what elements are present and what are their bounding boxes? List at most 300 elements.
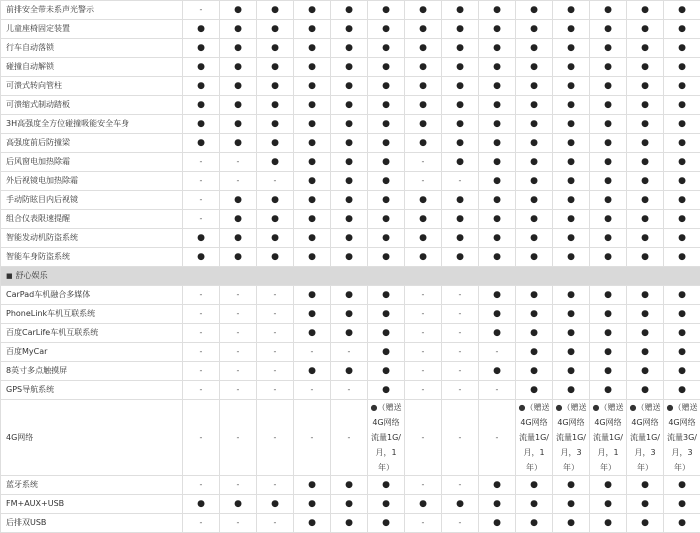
equipped-dot: [479, 514, 516, 533]
dot-icon: ●: [456, 5, 464, 15]
dot-icon: ●: [382, 119, 390, 129]
equipped-dot: [294, 305, 331, 324]
not-equipped-dash: -: [405, 362, 442, 381]
dot-icon: ●: [567, 138, 575, 148]
dot-icon: ●: [567, 347, 575, 357]
dot-icon: ●: [530, 62, 538, 72]
dot-icon: ●: [530, 138, 538, 148]
equipped-dot: [183, 96, 220, 115]
not-equipped-dash: -: [183, 514, 220, 533]
equipped-dot: [257, 210, 294, 229]
equipped-dot: [294, 229, 331, 248]
dot-icon: ●: [678, 195, 686, 205]
dot-icon: ●: [567, 43, 575, 53]
dot-icon: ●: [197, 233, 205, 243]
dot-icon: ●: [345, 518, 353, 528]
equipped-dot: [479, 115, 516, 134]
dot-icon: ●: [382, 347, 390, 357]
not-equipped-dash: -: [183, 343, 220, 362]
equipped-dot: [479, 153, 516, 172]
not-equipped-dash: -: [479, 381, 516, 400]
not-equipped-dash: -: [442, 514, 479, 533]
equipped-dot: [553, 248, 590, 267]
equipped-dot: [331, 229, 368, 248]
equipped-dot: [331, 96, 368, 115]
equipped-dot: [590, 1, 627, 20]
equipped-dot: [442, 115, 479, 134]
equipped-dot: [331, 1, 368, 20]
dot-icon: ●: [271, 100, 279, 110]
equipped-dot: [590, 286, 627, 305]
feature-name: 行车自动落锁: [1, 39, 183, 58]
dot-icon: ●: [419, 81, 427, 91]
dot-icon: ●: [678, 157, 686, 167]
not-equipped-dash: -: [405, 476, 442, 495]
table-row: [1, 343, 700, 362]
equipped-dot: [516, 210, 553, 229]
equipped-dot: [405, 20, 442, 39]
dot-icon: ●: [530, 252, 538, 262]
dot-icon: ●: [678, 480, 686, 490]
dot-icon: ●: [345, 119, 353, 129]
equipped-dot: [664, 172, 700, 191]
feature-name: 碰撞自动解锁: [1, 58, 183, 77]
equipped-dot: [516, 324, 553, 343]
dot-icon: ●: [604, 366, 612, 376]
dot-icon: ●: [271, 157, 279, 167]
not-equipped-dash: -: [183, 324, 220, 343]
equipped-dot: [331, 20, 368, 39]
dot-icon: ●: [456, 233, 464, 243]
dot-icon: ●: [419, 138, 427, 148]
table-row: [1, 229, 700, 248]
equipped-dot: [257, 495, 294, 514]
dot-icon: ●: [678, 81, 686, 91]
equipped-dot: [627, 1, 664, 20]
equipped-dot: [627, 324, 664, 343]
dot-icon: ●: [271, 499, 279, 509]
note-text: ●（赠送4G网络流量3G/月，3年）: [664, 400, 700, 475]
equipped-dot: [442, 96, 479, 115]
dot-icon: ●: [419, 62, 427, 72]
equipped-dot: [331, 495, 368, 514]
equipped-dot: [479, 476, 516, 495]
dot-icon: ●: [567, 385, 575, 395]
equipped-dot: [183, 134, 220, 153]
equipped-dot: [368, 172, 405, 191]
equipped-dot: [516, 191, 553, 210]
dot-icon: ●: [604, 157, 612, 167]
equipped-dot: [331, 248, 368, 267]
equipped-dot: [442, 248, 479, 267]
dot-icon: ●: [493, 100, 501, 110]
equipped-dot: [183, 20, 220, 39]
equipped-note: [553, 400, 590, 476]
dot-icon: ●: [641, 480, 649, 490]
dot-icon: ●: [382, 24, 390, 34]
dot-icon: ●: [678, 43, 686, 53]
equipped-dot: [442, 39, 479, 58]
section-title-cell: [1, 267, 700, 286]
dot-icon: ●: [530, 100, 538, 110]
dot-icon: ●: [271, 214, 279, 224]
dot-icon: ●: [530, 214, 538, 224]
equipped-dot: [590, 172, 627, 191]
dot-icon: ●: [567, 290, 575, 300]
table-row: [1, 210, 700, 229]
feature-name: FM+AUX+USB: [1, 495, 183, 514]
dot-icon: ●: [493, 328, 501, 338]
equipped-dot: [479, 1, 516, 20]
dot-icon: ●: [567, 480, 575, 490]
equipped-dot: [331, 514, 368, 533]
dot-icon: ●: [493, 195, 501, 205]
feature-name: 手动防眩目内后视镜: [1, 191, 183, 210]
equipped-dot: [627, 305, 664, 324]
equipped-dot: [220, 210, 257, 229]
table-row: [1, 381, 700, 400]
not-equipped-dash: -: [442, 400, 479, 476]
dot-icon: ●: [567, 100, 575, 110]
not-equipped-dash: -: [294, 400, 331, 476]
dot-icon: ●: [234, 233, 242, 243]
not-equipped-dash: -: [220, 381, 257, 400]
equipped-dot: [183, 115, 220, 134]
equipped-dot: [220, 191, 257, 210]
equipped-dot: [220, 229, 257, 248]
not-equipped-dash: -: [405, 153, 442, 172]
equipped-dot: [590, 248, 627, 267]
equipped-dot: [664, 210, 700, 229]
equipped-dot: [183, 229, 220, 248]
dot-icon: ●: [197, 62, 205, 72]
dot-icon: ●: [530, 518, 538, 528]
dot-icon: ●: [641, 385, 649, 395]
equipped-dot: [257, 248, 294, 267]
equipped-dot: [627, 172, 664, 191]
dot-icon: ●: [567, 499, 575, 509]
not-equipped-dash: -: [442, 362, 479, 381]
not-equipped-dash: -: [183, 172, 220, 191]
equipped-dot: [664, 381, 700, 400]
dot-icon: ●: [382, 81, 390, 91]
equipped-dot: [368, 20, 405, 39]
not-equipped-dash: -: [331, 343, 368, 362]
equipped-dot: [664, 191, 700, 210]
table-row: [1, 305, 700, 324]
dot-icon: ●: [493, 138, 501, 148]
dot-icon: ●: [271, 252, 279, 262]
dot-icon: ●: [641, 518, 649, 528]
dot-icon: ●: [493, 43, 501, 53]
equipped-dot: [331, 476, 368, 495]
equipped-dot: [257, 96, 294, 115]
equipped-dot: [368, 514, 405, 533]
feature-name: 蓝牙系统: [1, 476, 183, 495]
equipped-dot: [405, 96, 442, 115]
dot-icon: ●: [678, 214, 686, 224]
not-equipped-dash: -: [257, 400, 294, 476]
equipped-dot: [516, 476, 553, 495]
equipped-dot: [516, 96, 553, 115]
equipped-dot: [368, 96, 405, 115]
equipped-dot: [405, 229, 442, 248]
not-equipped-dash: -: [479, 343, 516, 362]
feature-name: 前排安全带未系声光警示: [1, 1, 183, 20]
dot-icon: ●: [271, 62, 279, 72]
equipped-dot: [442, 191, 479, 210]
dot-icon: ●: [641, 119, 649, 129]
dot-icon: ●: [678, 138, 686, 148]
dot-icon: ●: [234, 214, 242, 224]
dot-icon: ●: [345, 233, 353, 243]
equipped-dot: [368, 324, 405, 343]
not-equipped-dash: -: [220, 172, 257, 191]
dot-icon: ●: [567, 5, 575, 15]
dot-icon: ●: [604, 81, 612, 91]
equipped-dot: [516, 362, 553, 381]
dot-icon: ●: [382, 5, 390, 15]
equipped-dot: [627, 210, 664, 229]
dot-icon: ●: [604, 499, 612, 509]
equipped-dot: [405, 77, 442, 96]
dot-icon: ●: [678, 499, 686, 509]
equipped-dot: [664, 362, 700, 381]
equipped-dot: [590, 381, 627, 400]
equipped-dot: [590, 324, 627, 343]
equipped-dot: [627, 58, 664, 77]
not-equipped-dash: -: [183, 400, 220, 476]
dot-icon: ●: [271, 81, 279, 91]
not-equipped-dash: -: [294, 343, 331, 362]
dot-icon: ●: [493, 518, 501, 528]
equipped-dot: [294, 115, 331, 134]
equipped-dot: [516, 134, 553, 153]
equipped-dot: [368, 229, 405, 248]
not-equipped-dash: -: [257, 381, 294, 400]
table-row: [1, 495, 700, 514]
equipped-dot: [516, 229, 553, 248]
equipped-dot: [590, 77, 627, 96]
dot-icon: ●: [419, 100, 427, 110]
feature-name: 高强度前后防撞梁: [1, 134, 183, 153]
dot-icon: ●: [641, 233, 649, 243]
dot-icon: ●: [678, 24, 686, 34]
equipped-dot: [664, 514, 700, 533]
equipped-dot: [553, 39, 590, 58]
table-row: [1, 400, 700, 476]
dot-icon: ●: [234, 119, 242, 129]
equipped-dot: [331, 58, 368, 77]
equipped-dot: [627, 343, 664, 362]
equipped-dot: [553, 191, 590, 210]
not-equipped-dash: -: [220, 514, 257, 533]
equipped-dot: [516, 286, 553, 305]
equipped-dot: [479, 210, 516, 229]
dot-icon: ●: [604, 119, 612, 129]
dot-icon: ●: [234, 81, 242, 91]
not-equipped-dash: -: [183, 305, 220, 324]
dot-icon: ●: [308, 233, 316, 243]
equipped-dot: [553, 495, 590, 514]
dot-icon: ●: [234, 138, 242, 148]
equipped-dot: [257, 77, 294, 96]
dot-icon: ●: [530, 157, 538, 167]
feature-name: 可溃式转向管柱: [1, 77, 183, 96]
equipped-dot: [516, 1, 553, 20]
equipped-dot: [553, 77, 590, 96]
feature-name: 4G网络: [1, 400, 183, 476]
equipped-dot: [590, 476, 627, 495]
dot-icon: ●: [382, 328, 390, 338]
equipped-dot: [664, 229, 700, 248]
dot-icon: ●: [345, 176, 353, 186]
equipped-dot: [664, 286, 700, 305]
dot-icon: ●: [456, 24, 464, 34]
dot-icon: ●: [382, 195, 390, 205]
equipped-dot: [516, 153, 553, 172]
table-row: [1, 134, 700, 153]
table-row: [1, 20, 700, 39]
dot-icon: ●: [604, 138, 612, 148]
dot-icon: ●: [493, 119, 501, 129]
feature-name: 8英寸多点触摸屏: [1, 362, 183, 381]
equipped-dot: [627, 476, 664, 495]
dot-icon: ●: [530, 499, 538, 509]
equipped-dot: [516, 305, 553, 324]
dot-icon: ●: [641, 138, 649, 148]
equipped-dot: [220, 1, 257, 20]
dot-icon: ●: [567, 62, 575, 72]
equipped-dot: [553, 172, 590, 191]
dot-icon: ●: [604, 347, 612, 357]
dot-icon: ●: [604, 252, 612, 262]
equipped-dot: [294, 96, 331, 115]
dot-icon: ●: [641, 499, 649, 509]
feature-name: 外后视镜电加热除霜: [1, 172, 183, 191]
equipped-dot: [183, 58, 220, 77]
equipped-dot: [331, 39, 368, 58]
not-equipped-dash: -: [405, 172, 442, 191]
equipped-dot: [516, 381, 553, 400]
equipped-dot: [664, 115, 700, 134]
table-row: [1, 153, 700, 172]
dot-icon: ●: [678, 309, 686, 319]
equipped-dot: [516, 248, 553, 267]
equipped-dot: [368, 77, 405, 96]
equipped-dot: [664, 153, 700, 172]
equipped-dot: [331, 153, 368, 172]
equipped-dot: [590, 58, 627, 77]
equipped-dot: [553, 476, 590, 495]
equipped-dot: [442, 495, 479, 514]
dot-icon: ●: [530, 328, 538, 338]
equipped-dot: [553, 1, 590, 20]
equipped-dot: [590, 153, 627, 172]
dot-icon: ●: [678, 366, 686, 376]
dot-icon: ●: [382, 309, 390, 319]
dot-icon: ●: [641, 214, 649, 224]
dot-icon: ●: [271, 43, 279, 53]
not-equipped-dash: -: [405, 343, 442, 362]
equipped-dot: [479, 96, 516, 115]
dot-icon: ●: [567, 195, 575, 205]
dot-icon: ●: [308, 366, 316, 376]
equipped-dot: [405, 39, 442, 58]
dot-icon: ●: [493, 290, 501, 300]
dot-icon: ●: [567, 176, 575, 186]
equipped-dot: [664, 20, 700, 39]
equipped-dot: [627, 191, 664, 210]
equipped-dot: [368, 476, 405, 495]
dot-icon: ●: [604, 5, 612, 15]
dot-icon: ●: [567, 24, 575, 34]
dot-icon: ●: [456, 43, 464, 53]
equipped-note: [516, 400, 553, 476]
equipped-dot: [294, 476, 331, 495]
note-text: ●（赠送4G网络流量1G/月，3年）: [627, 400, 663, 475]
dot-icon: ●: [530, 233, 538, 243]
equipped-dot: [294, 495, 331, 514]
not-equipped-dash: -: [479, 400, 516, 476]
dot-icon: ●: [604, 100, 612, 110]
dot-icon: ●: [271, 195, 279, 205]
feature-name: 百度CarLife车机互联系统: [1, 324, 183, 343]
equipped-dot: [257, 1, 294, 20]
dot-icon: ●: [308, 43, 316, 53]
equipped-dot: [553, 514, 590, 533]
equipped-dot: [331, 324, 368, 343]
not-equipped-dash: -: [183, 362, 220, 381]
not-equipped-dash: -: [405, 324, 442, 343]
dot-icon: ●: [234, 252, 242, 262]
table-row: [1, 58, 700, 77]
equipped-dot: [442, 134, 479, 153]
not-equipped-dash: -: [257, 172, 294, 191]
not-equipped-dash: -: [405, 381, 442, 400]
dot-icon: ●: [567, 309, 575, 319]
equipped-dot: [294, 248, 331, 267]
dot-icon: ●: [493, 252, 501, 262]
dot-icon: ●: [456, 62, 464, 72]
dot-icon: ●: [493, 5, 501, 15]
dot-icon: ●: [604, 518, 612, 528]
dot-icon: ●: [604, 62, 612, 72]
dot-icon: ●: [604, 214, 612, 224]
dot-icon: ●: [382, 366, 390, 376]
dot-icon: ●: [382, 157, 390, 167]
equipped-dot: [664, 248, 700, 267]
table-row: [1, 191, 700, 210]
dot-icon: ●: [234, 5, 242, 15]
dot-icon: ●: [567, 157, 575, 167]
table-row: [1, 476, 700, 495]
equipped-dot: [553, 153, 590, 172]
equipped-dot: [442, 210, 479, 229]
equipped-dot: [590, 343, 627, 362]
dot-icon: ●: [382, 290, 390, 300]
equipped-dot: [627, 39, 664, 58]
dot-icon: ●: [530, 176, 538, 186]
section-header: [1, 267, 700, 286]
equipped-dot: [553, 324, 590, 343]
equipped-dot: [479, 305, 516, 324]
not-equipped-dash: -: [183, 210, 220, 229]
dot-icon: ●: [530, 385, 538, 395]
not-equipped-dash: -: [331, 400, 368, 476]
dot-icon: ●: [641, 62, 649, 72]
not-equipped-dash: -: [220, 153, 257, 172]
